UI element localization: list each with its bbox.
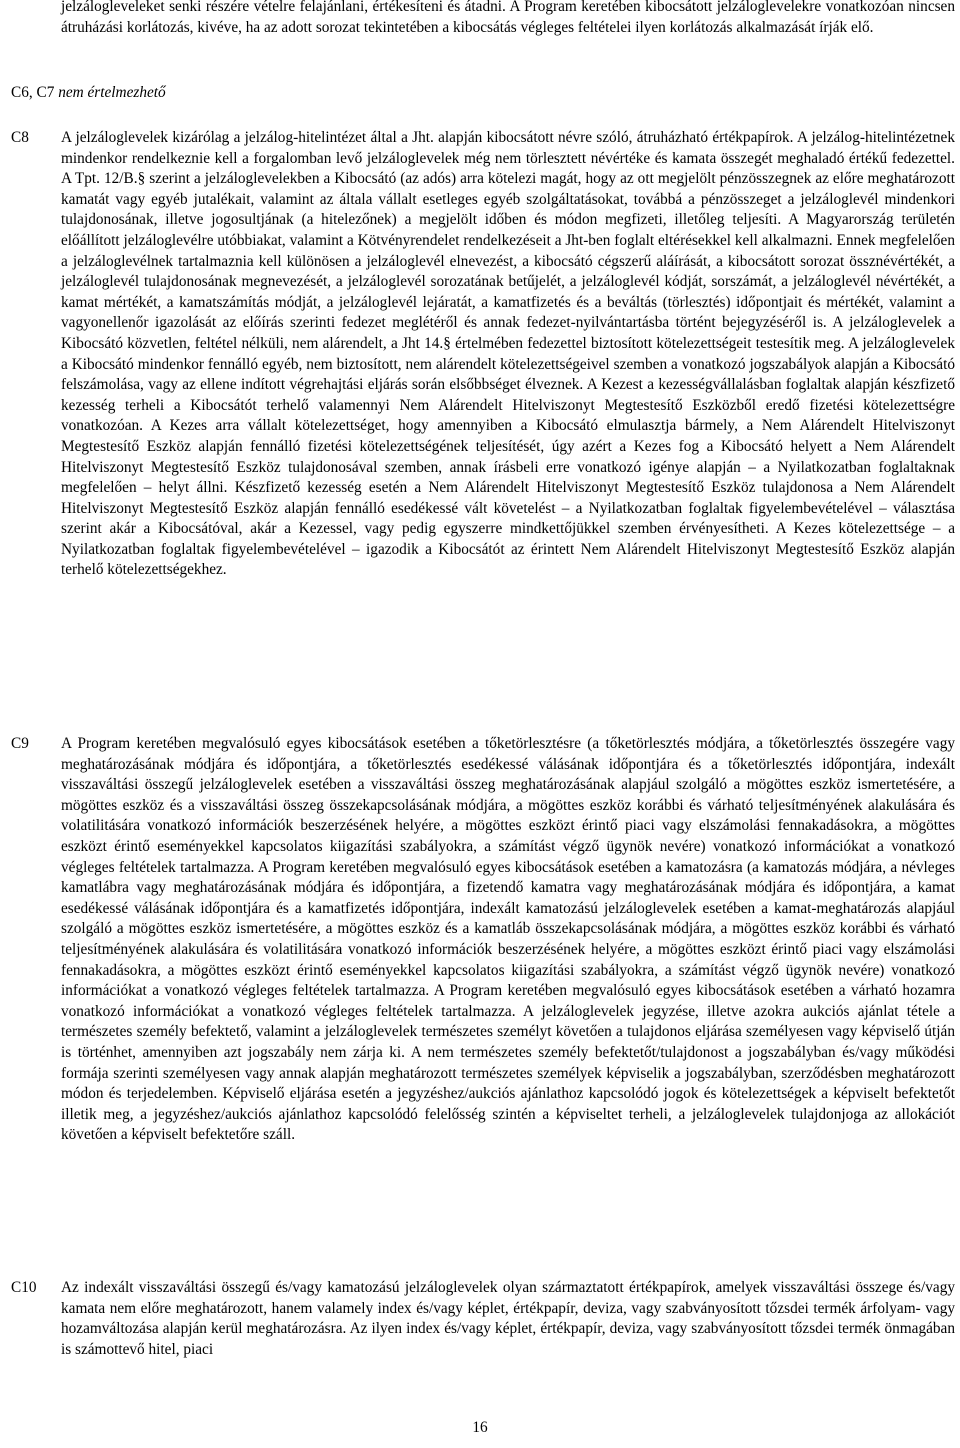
page-number: 16 bbox=[472, 1419, 488, 1436]
section-heading-note: nem értelmezhető bbox=[58, 84, 166, 101]
entry-code: C10 bbox=[11, 1279, 37, 1296]
entry-text: Az indexált visszaváltási összegű és/vagy kamatozású jelzáloglevelek olyan származtatott értékpapírok, amelyek visszaváltási összege és/vagy kamata nem előre meghatározott, hanem valamely index és/vagy képlet, értékpapír, deviza, vagy szabványosított tőzsdei termék árfolyam- vagy hozamváltozása alapján kerül meghatározásra. Az ilyen index és/vagy képlet, értékpapír, deviza, vagy szabványosított tőzsdei termék önmagában is számottevő hitel, piaci bbox=[61, 1279, 955, 1358]
section-heading-c6-c7 bbox=[11, 83, 911, 104]
intro-paragraph: jelzálogleveleket senki részére vételre felajánlani, értékesíteni és átadni. A Program keretében kibocsátott jelzáloglevelekre vonatkozóan nincsen átruházási korlátozás, kivéve, ha az adott sorozat tekintetében a kibocsátás végleges feltételei ilyen korlátozás alkalmazását írják elő. bbox=[61, 0, 955, 36]
entry-text: A jelzáloglevelek kizárólag a jelzálog-hitelintézet által a Jht. alapján kibocsátott névre szóló, átruházható értékpapírok. A jelzálog-hitelintézetnek mindenkor rendelkeznie kell a forgalomban levő jelzáloglevelek még nem törlesztett névértéke és kamata összegét meghaladó értékű fedezettel. A Tpt. 12/B.§ szerint a jelzáloglevelekben a Kibocsátó (az adós) arra kötelezi magát, hogy az ott megjelölt pénzösszegnek az előre meghatározott kamatát vagy egyéb jutalékait, valamint az általa vállalt esetleges egyéb szolgáltatásokat, továbbá a pénzösszeget a jelzáloglevél mindenkori tulajdonosának, illetve jogosultjának (a hitelezőnek) a megjelölt időben és módon megfizeti, illetőleg teljesíti. A Magyarország területén előállított jelzáloglevélre utóbbiakat, valamint a Kötvényrendelet rendelkezéseit a Jht-ben foglalt eltérésekkel kell alkalmazni. Ennek megfelelően a jelzáloglevélnek tartalmaznia kell különösen a jelzáloglevél elnevezést, a kibocsátó cégszerű aláírását, a kibocsátott sorozat össznévértékét, a jelzáloglevél tulajdonosának megnevezését, a jelzáloglevél sorozatának betűjelét, a jelzáloglevél kódját, sorszámát, a jelzáloglevél névértékét, a kamat mértékét, a kamatszámítás módját, a jelzáloglevél lejáratát, a kamatfizetés és a beváltás (törlesztés) időpontjait és mértékét, valamint a vagyonellenőr igazolását az előírás szerinti fedezet meglétéről és annak fedezet-nyilvántartásba történt bejegyzéséről is. A jelzáloglevelek a Kibocsátó közvetlen, feltétel nélküli, nem alárendelt, a Jht 14.§ értelmében fedezettel biztosított kötelezettségeit testesítik meg. A jelzáloglevelek a Kibocsátó mindenkor fennálló egyéb, nem biztosított, nem alárendelt kötelezettségeivel szemben a vonatkozó jogszabályok alapján a Kibocsátó felszámolása, vagy az ellene indított végrehajtási eljárás során elsőbbséget élveznek. A Kezest a kezességvállalásban foglaltak alapján készfizető kezesség terheli a Kibocsátót terhelő valamennyi Nem Alárendelt Hitelviszonyt Megtestesítő Eszközből eredő fizetési kötelezettségre vonatkozóan. A Kezes arra vállalt kötelezettséget, hogy amennyiben a Kibocsátó elmulasztja bármely, a Nem Alárendelt Hitelviszonyt Megtestesítő Eszköz alapján fennálló fizetési kötelezettségének teljesítését, úgy azért a Kezes fog a Kibocsátó helyett a Nem Alárendelt Hitelviszonyt Megtestesítő Eszköz tulajdonosával szemben, annak írásbeli erre vonatkozó igénye alapján – a Nyilatkozatban foglaltaknak megfelelően – helyt állni. Készfizető kezesség esetén a Nem Alárendelt Hitelviszonyt Megtestesítő Eszköz tulajdonosa a Nem Alárendelt Hitelviszonyt Megtestesítő Eszköz alapján fennálló esedékessé vált követelést – a Nyilatkozatban foglaltak figyelembevételével – választása szerint akár a Kibocsátóval, akár a Kezessel, vagy pedig egyszerre mindkettőjükkel szemben érvényesítheti. A Kezes kötelezettsége – a Nyilatkozatban foglaltak figyelembevételével – igazodik a Kibocsátót az érintett Nem Alárendelt Hitelviszonyt Megtestesítő Eszköz alapján terhelő kötelezettségekhez. bbox=[61, 129, 955, 579]
entry-code: C8 bbox=[11, 129, 29, 146]
section-heading-codes: C6, C7 bbox=[11, 84, 55, 101]
entry-code: C9 bbox=[11, 735, 29, 752]
entry-text: A Program keretében megvalósuló egyes kibocsátások esetében a tőketörlesztésre (a tőketörlesztés módjára, a tőketörlesztés összegére vagy meghatározásának módjára és időpontjára, a tőketörlesztés esedékessé válásának időpontjára és a tőketörlesztés időpontjára, indexált visszaváltási összegű jelzáloglevelek esetében a visszaváltási összeg meghatározásának alapjául szolgáló a mögöttes eszköz ismertetésére, a mögöttes eszköz és a visszaváltási összeg összekapcsolásának módjára, a mögöttes eszköz korábbi és várható teljesítményének alakulására és volatilitására vonatkozó információk beszerzésének helyére, a mögöttes eszközt érintő piaci vagy elszámolási fennakadásokra, a mögöttes eszközt érintő eseményekkel kapcsolatos kiigazítási szabályokra, a számítást végző ügynök nevére) vonatkozó információkat a vonatkozó végleges feltételek tartalmazza. A Program keretében megvalósuló egyes kibocsátások esetében a kamatozásra (a kamatozás módjára, a névleges kamatlábra vagy meghatározásának módjára és időpontjára, a fizetendő kamatra vagy meghatározásának módjára és időpontjára, a kamat esedékessé válásának időpontjára és a kamatfizetés időpontjára, indexált kamatozású jelzáloglevelek esetében a kamat-meghatározás alapjául szolgáló a mögöttes eszköz ismertetésére, a mögöttes eszköz és a kamatláb összekapcsolásának módjára, a mögöttes eszköz korábbi és várható teljesítményének alakulására és volatilitására vonatkozó információk beszerzésének helyére, a mögöttes eszközt érintő piaci vagy elszámolási fennakadásokra, a mögöttes eszközt érintő eseményekkel kapcsolatos kiigazítási szabályokra, a számítást végző ügynök nevére) vonatkozó információkat a vonatkozó végleges feltételek tartalmazza. A Program keretében megvalósuló egyes kibocsátások esetében a várható hozamra vonatkozó információkat a vonatkozó végleges feltételek tartalmazza. A jelzáloglevelek jegyzése, illetve azokra aukciós ajánlat tétele a természetes személy befektető, valamint a jelzáloglevelek természetes személyt követően a tulajdonos eljárása személyesen vagy képviselő útján is történhet, amennyiben azt jogszabály nem zárja ki. A nem természetes személy befektetőt/tulajdonost a jogszabályban és/vagy működési formája szerinti személyesen vagy annak alapján meghatározott természetes személyek képviselik a jogszabályban, szerződésben meghatározott módon és terjedelemben. Képviselő eljárása esetén a jegyzéshez/aukciós ajánlathoz kapcsolódó jogok és kötelezettségek a képviselt befektetőt illetik meg, a jegyzéshez/aukciós ajánlathoz kapcsolódó felelősség szintén a képviseltet terheli, a jelzáloglevelek tulajdonjoga az allokációt követően a képviselt befektetőre száll. bbox=[61, 735, 955, 1144]
